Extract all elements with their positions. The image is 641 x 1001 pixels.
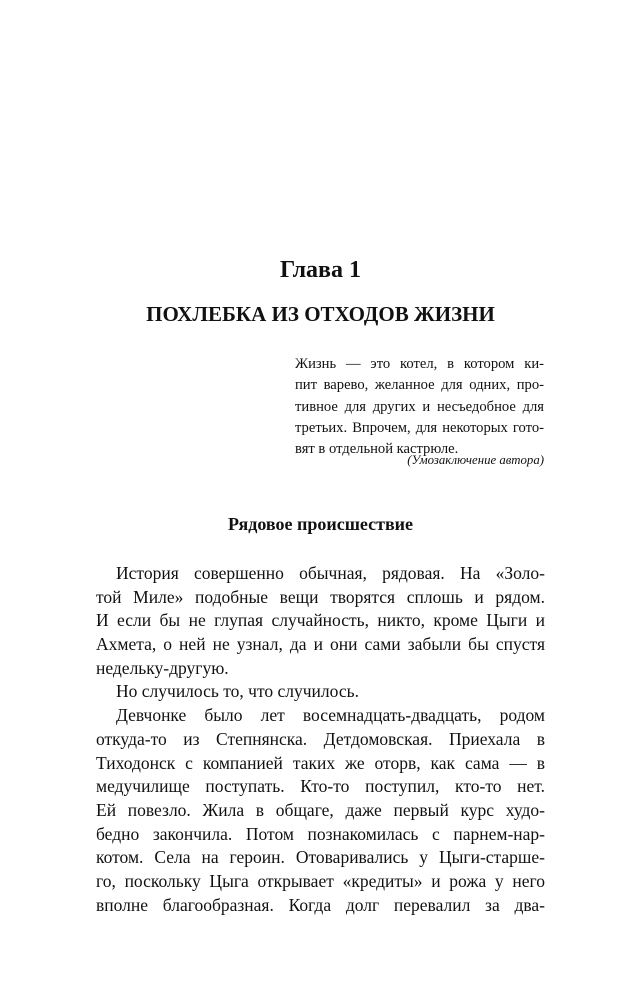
body-line: го, поскольку Цыга открывает «кредиты» и рожа у него bbox=[96, 870, 545, 891]
body-line: Девчонке было лет восемнадцать-двадцать, родом bbox=[116, 705, 545, 726]
epigraph-attribution: (Умозаключение автора) bbox=[407, 453, 544, 467]
epigraph-line: Жизнь — это котел, в котором ки- bbox=[295, 356, 544, 372]
body-line: Ей повезло. Жила в общаге, даже первый курс худо- bbox=[96, 799, 545, 820]
body-line: Но случилось то, что случилось. bbox=[116, 681, 359, 702]
chapter-title: ПОХЛЕБКА ИЗ ОТХОДОВ ЖИЗНИ bbox=[146, 302, 495, 326]
body-line: бедно закончила. Потом познакомилась с парнем-нар- bbox=[96, 823, 545, 844]
epigraph-line: третьих. Впрочем, для некоторых гото- bbox=[295, 419, 544, 436]
section-title: Рядовое происшествие bbox=[227, 514, 414, 534]
body-line: Тиходонск с компанией таких же оторв, как сама — в bbox=[96, 752, 545, 773]
epigraph-line: пит варево, желанное для одних, про- bbox=[295, 377, 544, 394]
epigraph-line: вят в отдельной кастрюле. bbox=[295, 441, 459, 458]
body-line: котом. Села на героин. Отоваривались у Цыги-старше- bbox=[96, 847, 545, 868]
epigraph-line: тивное для других и несъедобное для bbox=[295, 398, 544, 415]
body-line: Ахмета, о ней не узнал, да и они сами забыли бы спустя bbox=[96, 634, 545, 655]
body-line: той Миле» подобные вещи творятся сплошь и рядом. bbox=[96, 586, 545, 607]
body-line: История совершенно обычная, рядовая. На «Золо- bbox=[116, 563, 545, 583]
chapter-number: Глава 1 bbox=[280, 257, 361, 283]
body-line: откуда-то из Степнянска. Детдомовская. Приехала в bbox=[96, 728, 545, 749]
epigraph bbox=[295, 354, 544, 460]
body-text bbox=[96, 562, 545, 917]
body-line: И если бы не глупая случайность, никто, кроме Цыги и bbox=[96, 610, 545, 631]
body-line: медучилище поступать. Кто-то поступил, кто-то нет. bbox=[96, 776, 545, 797]
body-line: недельку-другую. bbox=[96, 657, 229, 678]
body-line: вполне благообразная. Когда долг перевалил за два- bbox=[96, 894, 545, 915]
